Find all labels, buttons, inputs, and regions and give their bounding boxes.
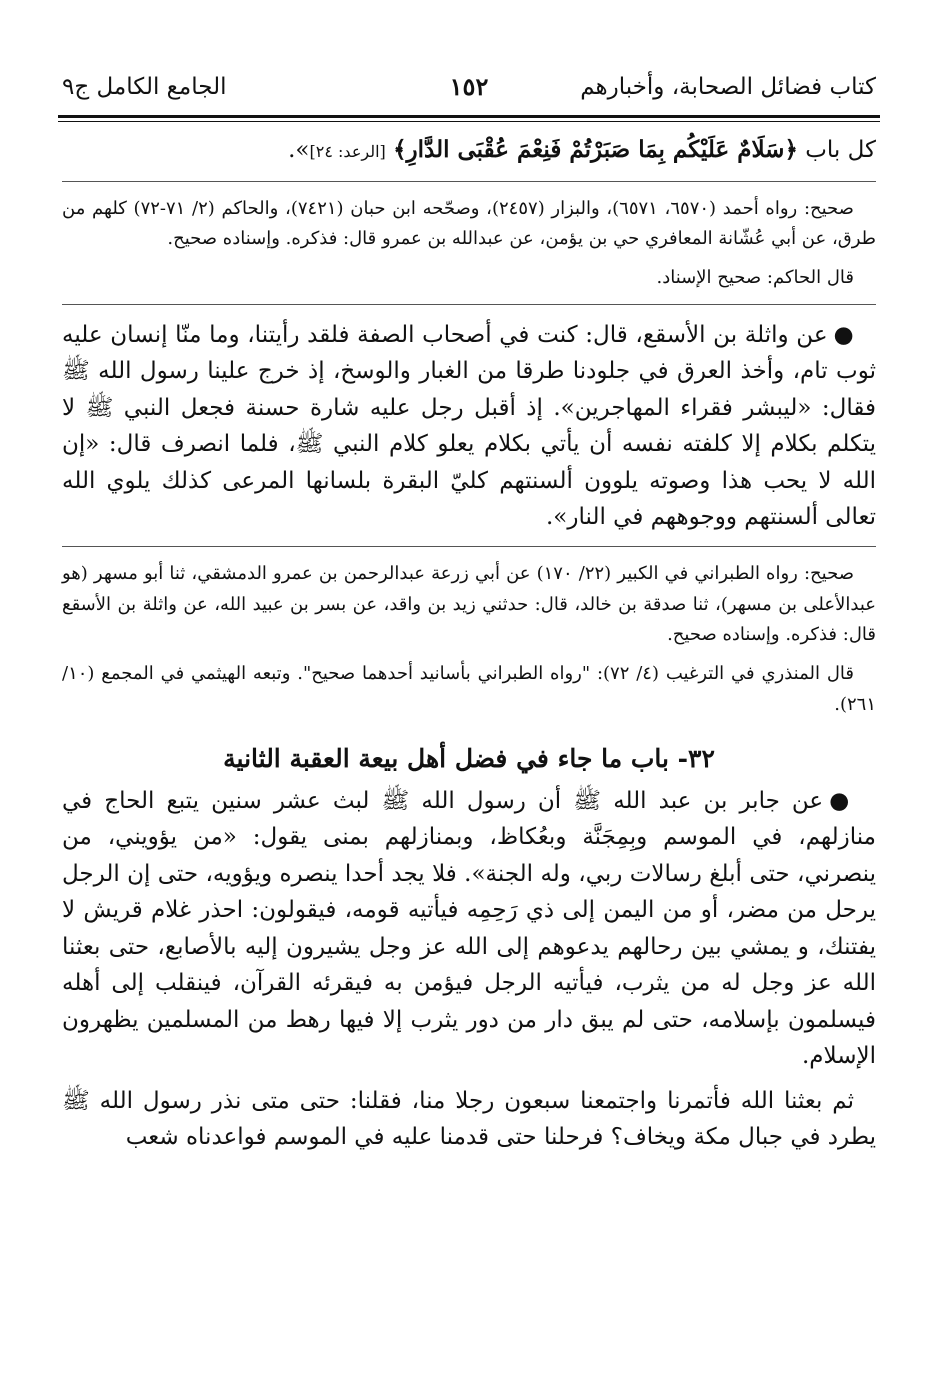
opening-prefix: كل باب	[805, 137, 876, 163]
hadith-2-continuation: ثم بعثنا الله فأتمرنا واجتمعنا سبعون رجلا منا، فقلنا: حتى متى نذر رسول الله ﷺ يطرد في جبال مكة ويخاف؟ فرحلنا حتى قدمنا عليه في الموسم فواعدناه شعب	[62, 1087, 876, 1151]
takhrij-1-text: صحيح: رواه أحمد (٦٥٧٠، ٦٥٧١)، والبزار (٢٤٥٧)، وصحّحه ابن حبان (٧٤٢١)، والحاكم (٢/ ٧١-٧٢) كلهم من طرق، عن أبي عُشّانة المعافري حي بن يؤمن، عن عبدالله بن عمرو قال: فذكره. وإسناده صحيح.	[62, 197, 876, 250]
footnote-separator	[62, 181, 876, 182]
opening-suffix: ».	[288, 137, 310, 163]
page-number: ١٥٢	[449, 72, 489, 101]
hadith-2-text: عن جابر بن عبد الله ﷺ أن رسول الله ﷺ لبث عشر سنين يتبع الحاج في منازلهم، في الموسم وبِمِجَنَّة وبعُكاظ، وبمنازلهم بمنى يقول: «من يؤويني، من ينصرني، حتى أبلغ رسالات ربي، وله الجنة». فلا يجد أحدا ينصره ويؤويه، حتى إن الرجل يرحل من مضر، أو من اليمن إلى ذي رَحِمِه فيأتيه قومه، فيقولون: احذر غلام قريش لا يفتنك، و يمشي بين رحالهم يدعوهم إلى الله عز وجل يشيرون إليه بالأصابع، حتى بعثنا الله عز وجل له من يثرب، فيأتيه الرجل فيؤمن به فيقرئه القرآن، فينقلب إلى أهله فيسلمون بإسلامه، حتى لم يبق دار من دور يثرب إلا فيها رهط من المسلمين يظهرون الإسلام.	[62, 787, 877, 1070]
header-rule-thin	[58, 121, 880, 122]
header-rule-thick	[58, 115, 880, 118]
hadith-1-text: عن واثلة بن الأسقع، قال: كنت في أصحاب الصفة فلقد رأيتنا، وما منّا إنسان عليه ثوب تام، وأخذ العرق في جلودنا طرقا من الغبار والوسخ، إذ خرج علينا رسول الله ﷺ فقال: «ليبشر فقراء المهاجرين». إذ أقبل رجل عليه شارة حسنة فجعل النبي ﷺ لا يتكلم بكلام إلا كلفته نفسه أن يأتي بكلام يعلو كلام النبي ﷺ، فلما انصرف قال: «إن الله لا يحب هذا وصوته يلوون ألسنتهم كليّ البقرة بلسانها المرعى كذلك يلوي الله تعالى ألسنتهم ووجوههم في النار».	[62, 321, 876, 531]
section-separator	[62, 304, 876, 305]
takhrij-2-mundhiri: قال المنذري في الترغيب (٤/ ٧٢): "رواه الطبراني بأسانيد أحدهما صحيح". وتبعه الهيثمي في المجمع (١٠/ ٢٦١).	[62, 663, 876, 716]
header-book-section: كتاب فضائل الصحابة، وأخبارهم	[580, 74, 876, 100]
verse-reference: [الرعد: ٢٤]	[309, 142, 386, 161]
opening-line	[62, 132, 876, 171]
footnote-separator-2	[62, 546, 876, 547]
takhrij-1-hakim: قال الحاكم: صحيح الإسناد.	[656, 267, 854, 289]
hadith-2-bullet: ●	[829, 787, 854, 814]
takhrij-2-text: صحيح: رواه الطبراني في الكبير (٢٢/ ١٧٠) عن أبي زرعة عبدالرحمن بن عمرو الدمشقي، ثنا أبو مسهر (هو عبدالأعلى بن مسهر)، ثنا صدقة بن خالد، قال: حدثني زيد بن واقد، عن بسر بن عبيد الله، عن واثلة بن الأسقع قال: فذكره. وإسناده صحيح.	[62, 562, 876, 646]
hadith-1-bullet: ●	[833, 321, 854, 348]
page-content	[62, 132, 876, 1156]
running-header	[62, 70, 876, 110]
hadith-2	[62, 783, 876, 1075]
chapter-title: ٣٢- باب ما جاء في فضل أهل بيعة العقبة الثانية	[223, 743, 715, 773]
header-book-title: الجامع الكامل ج٩	[62, 74, 227, 100]
quran-verse: ﴿سَلَامٌ عَلَيْكُم بِمَا صَبَرْتُمْ فَنِعْمَ عُقْبَى الدَّارِ﴾	[393, 136, 798, 163]
hadith-1	[62, 317, 876, 536]
